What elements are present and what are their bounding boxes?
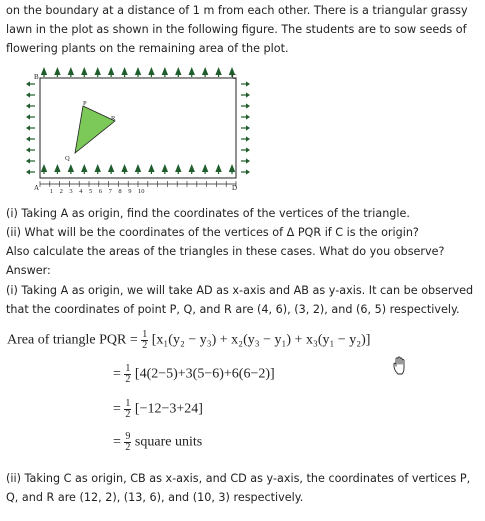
arrow-left-icon <box>26 158 35 163</box>
tree-icon <box>135 164 141 174</box>
label-a: A <box>34 184 40 192</box>
tree-icon <box>175 67 181 77</box>
arrow-right-icon <box>241 81 250 86</box>
tree-icon <box>202 164 208 174</box>
label-d: D <box>232 184 238 192</box>
arrow-left-icon <box>26 169 35 174</box>
half-fraction-3: $\frac{1}{2}$ <box>125 398 131 420</box>
question-i: (i) Taking A as origin, find the coordinates of the vertices of the triangle. <box>6 207 410 220</box>
label-p: P <box>83 100 87 107</box>
answer-part1-line1: (i) Taking A as origin, we will take AD as x-axis and AB as y-axis. It can be observed <box>6 284 474 297</box>
label-q: Q <box>65 155 70 162</box>
axis-number: 3 <box>69 188 73 195</box>
axis-number: 1 <box>49 188 54 195</box>
tree-icon <box>148 164 154 174</box>
result-row: = $\frac{9}{2}$ square units <box>113 431 203 453</box>
tree-icon <box>189 164 195 174</box>
axis-number: 2 <box>59 188 63 195</box>
arrow-left-icon <box>26 136 35 141</box>
arrow-left-icon <box>26 92 35 97</box>
bottom-tree-row <box>41 164 235 174</box>
intro-line-1: on the boundary at a distance of 1 m from each other. There is a triangular grassy <box>6 4 468 17</box>
step1-expression: [4(2−5)+3(5−6)+6(6−2)] <box>134 366 275 382</box>
formula-row <box>7 330 370 351</box>
answer-label: Answer: <box>6 264 51 277</box>
result-unit: square units <box>134 434 203 450</box>
tree-icon <box>108 164 114 174</box>
arrow-right-icon <box>241 158 250 163</box>
answer-part2-line1: (ii) Taking C as origin, CB as x-axis, and CD as y-axis, the coordinates of vertices P, <box>6 472 471 485</box>
arrow-right-icon <box>241 125 250 130</box>
step1-row: = $\frac{1}{2}$ [4(2−5)+3(5−6)+6(6−2)] <box>113 363 275 385</box>
arrow-right-icon <box>241 169 250 174</box>
axis-number: 10 <box>138 188 145 195</box>
arrow-left-icon <box>26 147 35 152</box>
tree-icon <box>81 67 87 77</box>
tree-icon <box>41 67 47 77</box>
tree-icon <box>175 164 181 174</box>
triangle-lawn <box>75 106 115 153</box>
answer-part2-line2: Q, and R are (12, 2), (13, 6), and (10, 3) respectively. <box>6 491 304 504</box>
arrow-left-icon <box>26 81 35 86</box>
axis-number: 5 <box>89 188 93 195</box>
right-arrow-column <box>241 81 250 174</box>
intro-line-2: lawn in the plot as shown in the following figure. The students are to sow seeds of <box>6 23 467 36</box>
tree-icon <box>121 67 127 77</box>
tree-icon <box>229 164 235 174</box>
tree-icon <box>68 164 74 174</box>
arrow-right-icon <box>241 103 250 108</box>
half-fraction: $\frac{1}{2}$ <box>142 329 148 351</box>
axis-ticks <box>40 181 236 187</box>
formula-expression: [x₁(y₂ − y₃) + x₂(y₃ − y₁) + x₃(y₁ − y₂)] <box>151 332 371 348</box>
tree-icon <box>121 164 127 174</box>
tree-icon <box>162 164 168 174</box>
arrow-left-icon <box>26 114 35 119</box>
tree-icon <box>189 67 195 77</box>
hand-cursor-icon <box>392 356 410 376</box>
tree-icon <box>162 67 168 77</box>
tree-icon <box>95 164 101 174</box>
axis-number: 9 <box>128 188 132 195</box>
axis-number: 4 <box>79 188 83 195</box>
tree-icon <box>68 67 74 77</box>
axis-number: 8 <box>118 188 122 195</box>
tree-icon <box>202 67 208 77</box>
plot-figure <box>20 64 256 200</box>
plot-boundary <box>40 78 236 178</box>
tree-icon <box>41 164 47 174</box>
arrow-left-icon <box>26 103 35 108</box>
tree-icon <box>95 67 101 77</box>
label-c: C <box>232 73 237 81</box>
left-arrow-column <box>26 81 35 174</box>
axis-numbers <box>50 188 145 195</box>
step2-row: = $\frac{1}{2}$ [−12−3+24] <box>113 398 203 420</box>
question-also: Also calculate the areas of the triangles in these cases. What do you observe? <box>6 245 445 258</box>
top-tree-row <box>41 67 235 77</box>
tree-icon <box>215 164 221 174</box>
tree-icon <box>54 164 60 174</box>
tree-icon <box>215 67 221 77</box>
arrow-right-icon <box>241 136 250 141</box>
tree-icon <box>148 67 154 77</box>
tree-icon <box>108 67 114 77</box>
arrow-right-icon <box>241 114 250 119</box>
answer-part1-line2: that the coordinates of point P, Q, and R are (4, 6), (3, 2), and (6, 5) respectively. <box>6 303 460 316</box>
half-fraction-2: $\frac{1}{2}$ <box>125 363 131 385</box>
tree-icon <box>54 67 60 77</box>
result-fraction: $\frac{9}{2}$ <box>125 431 131 453</box>
tree-icon <box>81 164 87 174</box>
axis-number: 6 <box>98 188 103 195</box>
arrow-right-icon <box>241 92 250 97</box>
question-ii: (ii) What will be the coordinates of the vertices of Δ PQR if C is the origin? <box>6 226 419 239</box>
arrow-left-icon <box>26 125 35 130</box>
tree-icon <box>135 67 141 77</box>
label-b: B <box>34 73 39 81</box>
arrow-right-icon <box>241 147 250 152</box>
label-r: R <box>111 115 116 122</box>
axis-number: 7 <box>108 188 112 195</box>
intro-line-3: flowering plants on the remaining area of the plot. <box>6 42 289 55</box>
formula-label: Area of triangle PQR = <box>7 332 138 348</box>
step2-expression: [−12−3+24] <box>134 401 203 417</box>
